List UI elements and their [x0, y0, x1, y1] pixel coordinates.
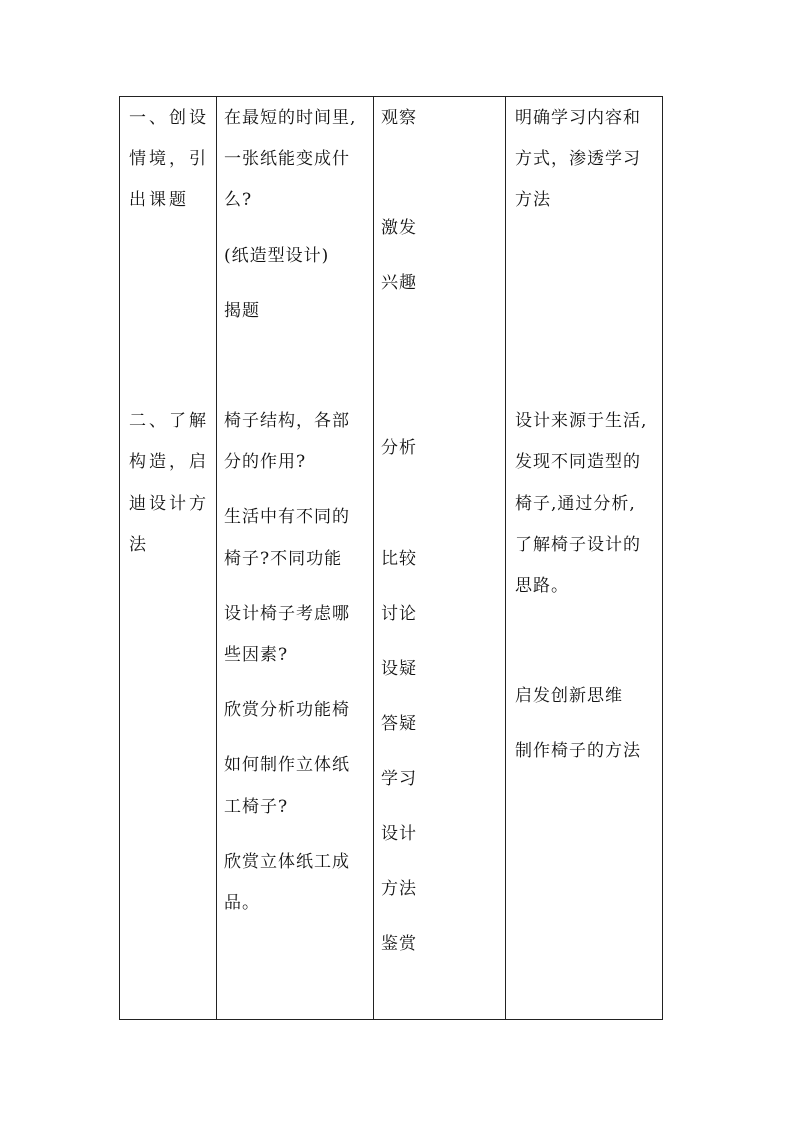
activity-line: 比较 [381, 549, 417, 569]
content-line: 么? [224, 190, 253, 210]
intent-line: 了解椅子设计的 [515, 535, 641, 555]
activity-line: 鉴赏 [381, 934, 417, 954]
stage-line: 法 [129, 535, 149, 555]
intent-line: 制作椅子的方法 [515, 741, 641, 761]
content-line: 椅子?不同功能 [224, 549, 343, 569]
stage-line: 情境，引 [129, 149, 209, 169]
content-line: 欣赏立体纸工成 [224, 852, 350, 872]
content-line: 品。 [224, 893, 260, 913]
intent-line: 明确学习内容和 [515, 108, 641, 128]
intent-line: 方式，渗透学习 [515, 149, 641, 169]
activity-line: 答疑 [381, 714, 417, 734]
column-divider [505, 97, 506, 1019]
activity-line: 分析 [381, 438, 417, 458]
stage-line: 一、创设 [129, 108, 209, 128]
intent-line: 启发创新思维 [515, 686, 623, 706]
content-line: 工椅子? [224, 797, 289, 817]
stage-line: 构造，启 [129, 452, 209, 472]
content-line: (纸造型设计) [224, 246, 330, 266]
activity-line: 观察 [381, 108, 417, 128]
intent-line: 椅子,通过分析, [515, 494, 636, 514]
content-line: 椅子结构，各部 [224, 411, 350, 431]
stage-line: 迪设计方 [129, 494, 209, 514]
intent-line: 设计来源于生活, [515, 411, 648, 431]
activity-line: 设计 [381, 824, 417, 844]
intent-line: 思路。 [515, 576, 569, 596]
activity-line: 方法 [381, 879, 417, 899]
content-line: 一张纸能变成什 [224, 149, 350, 169]
content-line: 揭题 [224, 301, 260, 321]
activity-line: 兴趣 [381, 273, 417, 293]
content-line: 欣赏分析功能椅 [224, 700, 350, 720]
activity-line: 讨论 [381, 604, 417, 624]
content-line: 在最短的时间里, [224, 108, 357, 128]
content-line: 生活中有不同的 [224, 507, 350, 527]
content-line: 分的作用? [224, 452, 307, 472]
column-divider [216, 97, 217, 1019]
content-line: 些因素? [224, 645, 289, 665]
activity-line: 激发 [381, 218, 417, 238]
content-line: 设计椅子考虑哪 [224, 604, 350, 624]
column-divider [373, 97, 374, 1019]
content-line: 如何制作立体纸 [224, 755, 350, 775]
activity-line: 学习 [381, 769, 417, 789]
activity-line: 设疑 [381, 659, 417, 679]
intent-line: 方法 [515, 190, 551, 210]
stage-line: 二、了解 [129, 411, 209, 431]
stage-line: 出课题 [129, 190, 189, 210]
intent-line: 发现不同造型的 [515, 452, 641, 472]
